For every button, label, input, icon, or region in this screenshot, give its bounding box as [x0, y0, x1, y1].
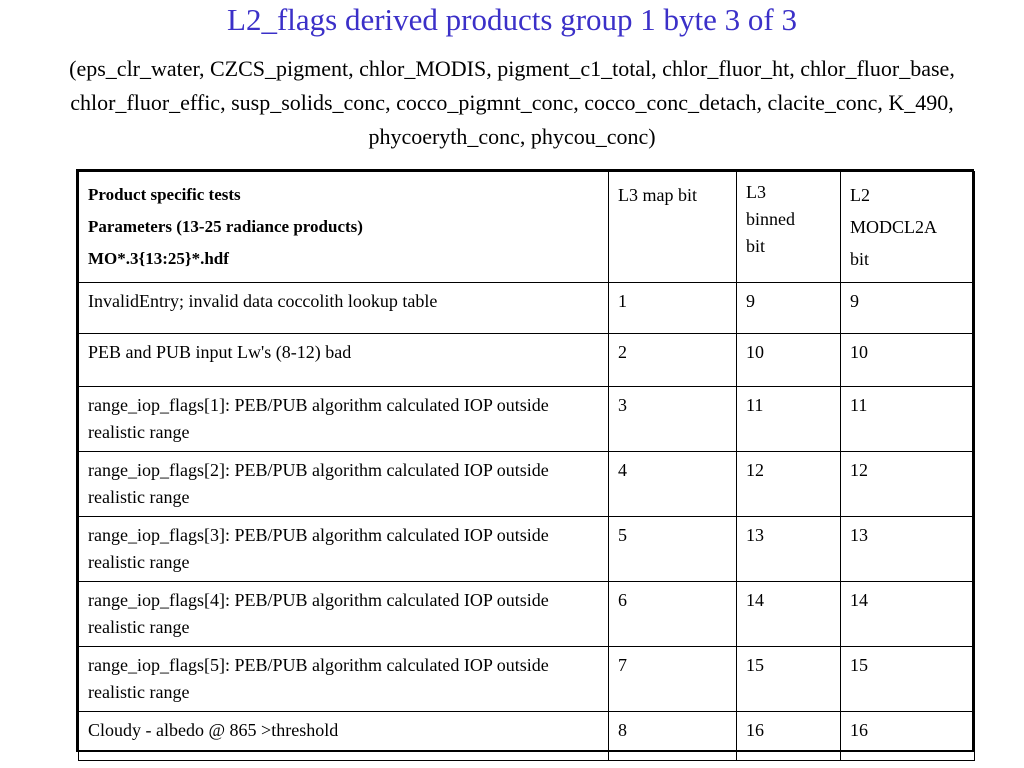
- table-row: [79, 582, 975, 647]
- row-l2-modcl2a-bit: 13: [841, 517, 975, 582]
- row-l2-modcl2a-bit: 16: [841, 712, 975, 761]
- table-row: [79, 647, 975, 712]
- row-l3-binned-bit: 10: [737, 334, 841, 387]
- row-l2-modcl2a-bit: 12: [841, 452, 975, 517]
- row-l2-modcl2a-bit: 10: [841, 334, 975, 387]
- slide-title: L2_flags derived products group 1 byte 3 of 3: [227, 2, 797, 37]
- header-tests-cell: [79, 172, 609, 283]
- row-l3-map-bit: 7: [609, 647, 737, 712]
- row-l3-map-bit: 5: [609, 517, 737, 582]
- row-l2-modcl2a-bit: 9: [841, 283, 975, 334]
- flags-table: [78, 171, 975, 761]
- row-description: range_iop_flags[3]: PEB/PUB algorithm calculated IOP outside realistic range: [79, 517, 609, 582]
- row-l2-modcl2a-bit: 14: [841, 582, 975, 647]
- header-parameters-label: Parameters (13-25 radiance products): [88, 217, 363, 236]
- table-header-row: [79, 172, 975, 283]
- row-l3-map-bit: 1: [609, 283, 737, 334]
- row-description: range_iop_flags[1]: PEB/PUB algorithm calculated IOP outside realistic range: [79, 387, 609, 452]
- row-description: range_iop_flags[5]: PEB/PUB algorithm calculated IOP outside realistic range: [79, 647, 609, 712]
- row-l3-binned-bit: 14: [737, 582, 841, 647]
- row-l2-modcl2a-bit: 11: [841, 387, 975, 452]
- table-row: [79, 387, 975, 452]
- row-l3-binned-bit: 13: [737, 517, 841, 582]
- row-l3-binned-bit: 11: [737, 387, 841, 452]
- row-l3-map-bit: 8: [609, 712, 737, 761]
- header-l3-binned-cell: [737, 172, 841, 283]
- header-file-pattern: MO*.3{13:25}*.hdf: [88, 249, 229, 268]
- row-description: Cloudy - albedo @ 865 >threshold: [79, 712, 609, 761]
- header-tests-label: Product specific tests: [88, 185, 241, 204]
- table-row: [79, 517, 975, 582]
- table-row: [79, 334, 975, 387]
- table-row: [79, 712, 975, 761]
- row-description: range_iop_flags[4]: PEB/PUB algorithm calculated IOP outside realistic range: [79, 582, 609, 647]
- row-description: range_iop_flags[2]: PEB/PUB algorithm calculated IOP outside realistic range: [79, 452, 609, 517]
- row-l3-binned-bit: 15: [737, 647, 841, 712]
- header-l3-map-cell: [609, 172, 737, 283]
- table-row: [79, 283, 975, 334]
- row-l3-map-bit: 3: [609, 387, 737, 452]
- row-l3-map-bit: 2: [609, 334, 737, 387]
- row-l3-map-bit: 6: [609, 582, 737, 647]
- flags-table-container: [76, 169, 974, 752]
- row-description: InvalidEntry; invalid data coccolith lookup table: [79, 283, 609, 334]
- row-l3-binned-bit: 9: [737, 283, 841, 334]
- row-l3-binned-bit: 16: [737, 712, 841, 761]
- row-description: PEB and PUB input Lw's (8-12) bad: [79, 334, 609, 387]
- header-l2-modcl2a-cell: [841, 172, 975, 283]
- header-l3-map-bit: L3 map bit: [618, 185, 697, 205]
- header-l2-modcl2a-bit: L2 MODCL2A bit: [850, 185, 937, 269]
- table-row: [79, 452, 975, 517]
- header-l3-binned-bit: L3 binned bit: [746, 182, 795, 256]
- slide-subtitle: (eps_clr_water, CZCS_pigment, chlor_MODIS, pigment_c1_total, chlor_fluor_ht, chlor_fluor_base, chlor_fluor_effic, susp_solids_conc, cocco_pigmnt_conc, cocco_conc_detach, clacite_conc, K_490, phycoeryth_conc, phycou_conc): [69, 56, 955, 149]
- row-l3-binned-bit: 12: [737, 452, 841, 517]
- row-l2-modcl2a-bit: 15: [841, 647, 975, 712]
- row-l3-map-bit: 4: [609, 452, 737, 517]
